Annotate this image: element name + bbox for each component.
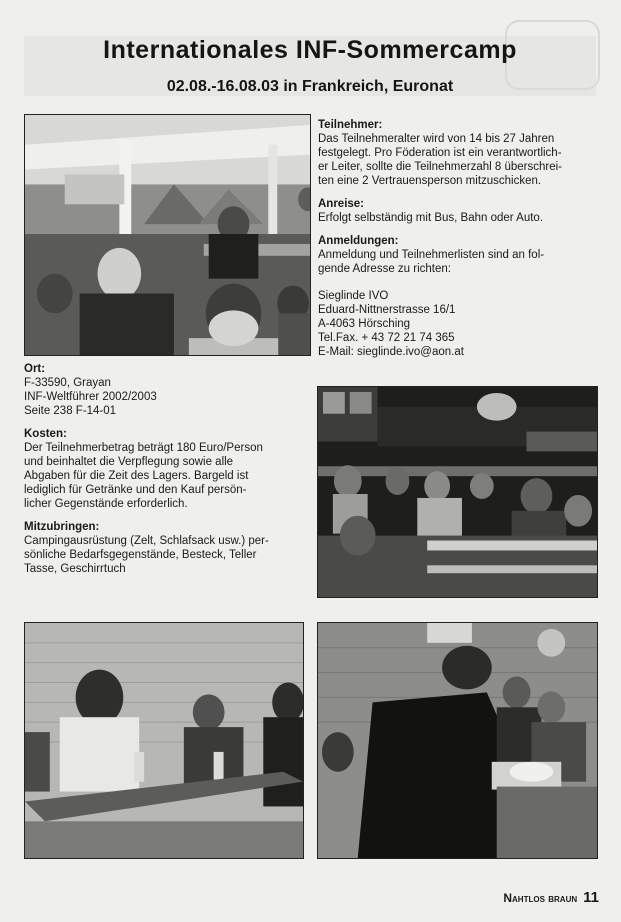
text-line: INF-Weltführer 2002/2003 xyxy=(24,391,157,403)
magazine-brand: Nahtlos braun xyxy=(503,891,578,905)
address-email: E-Mail: sieglinde.ivo@aon.at xyxy=(318,346,464,358)
text-line: Campingausrüstung (Zelt, Schlafsack usw.) per- xyxy=(24,535,269,547)
section-kosten xyxy=(24,427,311,511)
heading-kosten: Kosten: xyxy=(24,428,67,440)
page-subtitle: 02.08.-16.08.03 in Frankreich, Euronat xyxy=(166,78,454,95)
text-line: Seite 238 F-14-01 xyxy=(24,405,117,417)
heading-teilnehmer: Teilnehmer: xyxy=(318,119,383,131)
text-line: er Leiter, sollte die Teilnehmerzahl 8 überschrei- xyxy=(318,161,562,173)
address-name: Sieglinde IVO xyxy=(318,290,389,302)
address-street: Eduard-Nittnerstrasse 16/1 xyxy=(318,304,456,316)
text-line: Der Teilnehmerbetrag beträgt 180 Euro/Person xyxy=(24,442,263,454)
text-line: lediglich für Getränke und den Kauf persön- xyxy=(24,484,247,496)
section-mitzubringen xyxy=(24,520,311,576)
heading-ort: Ort: xyxy=(24,363,46,375)
heading-anreise: Anreise: xyxy=(318,198,365,210)
left-text-column xyxy=(24,362,311,585)
photo-camp-tent xyxy=(24,114,311,356)
text-line: Tasse, Geschirrtuch xyxy=(24,563,126,575)
heading-anmeldungen: Anmeldungen: xyxy=(318,235,399,247)
photo-hut-table xyxy=(24,622,304,859)
text-line: Anmeldung und Teilnehmerlisten sind an fol- xyxy=(318,249,545,261)
text-line: Erfolgt selbständig mit Bus, Bahn oder Auto. xyxy=(318,212,544,224)
text-line: sönliche Bedarfsgegenstände, Besteck, Teller xyxy=(24,549,257,561)
text-line: Abgaben für die Zeit des Lagers. Bargeld ist xyxy=(24,470,249,482)
section-anmeldungen xyxy=(318,234,603,276)
text-line: F-33590, Grayan xyxy=(24,377,111,389)
page-title: Internationales INF-Sommercamp xyxy=(103,36,517,64)
section-ort xyxy=(24,362,311,418)
section-anreise xyxy=(318,197,603,225)
page-footer xyxy=(503,889,599,906)
text-line: Das Teilnehmeralter wird von 14 bis 27 Jahren xyxy=(318,133,555,145)
text-line: ten eine 2 Vertrauensperson mitzuschicken. xyxy=(318,175,542,187)
photo-cooking-group xyxy=(317,622,598,859)
right-text-column xyxy=(318,118,603,368)
text-line: licher Gegenstände erforderlich. xyxy=(24,498,188,510)
text-line: und beinhaltet die Verpflegung sowie alle xyxy=(24,456,234,468)
text-line: gende Adresse zu richten: xyxy=(318,263,451,275)
section-teilnehmer xyxy=(318,118,603,188)
address-city: A-4063 Hörsching xyxy=(318,318,411,330)
contact-address xyxy=(318,289,603,359)
text-line: festgelegt. Pro Föderation ist ein verantwortlich- xyxy=(318,147,562,159)
address-phone: Tel.Fax. + 43 72 21 74 365 xyxy=(318,332,455,344)
photo-night-terrace xyxy=(317,386,598,598)
heading-mitzubringen: Mitzubringen: xyxy=(24,521,100,533)
page-number: 11 xyxy=(583,889,599,906)
